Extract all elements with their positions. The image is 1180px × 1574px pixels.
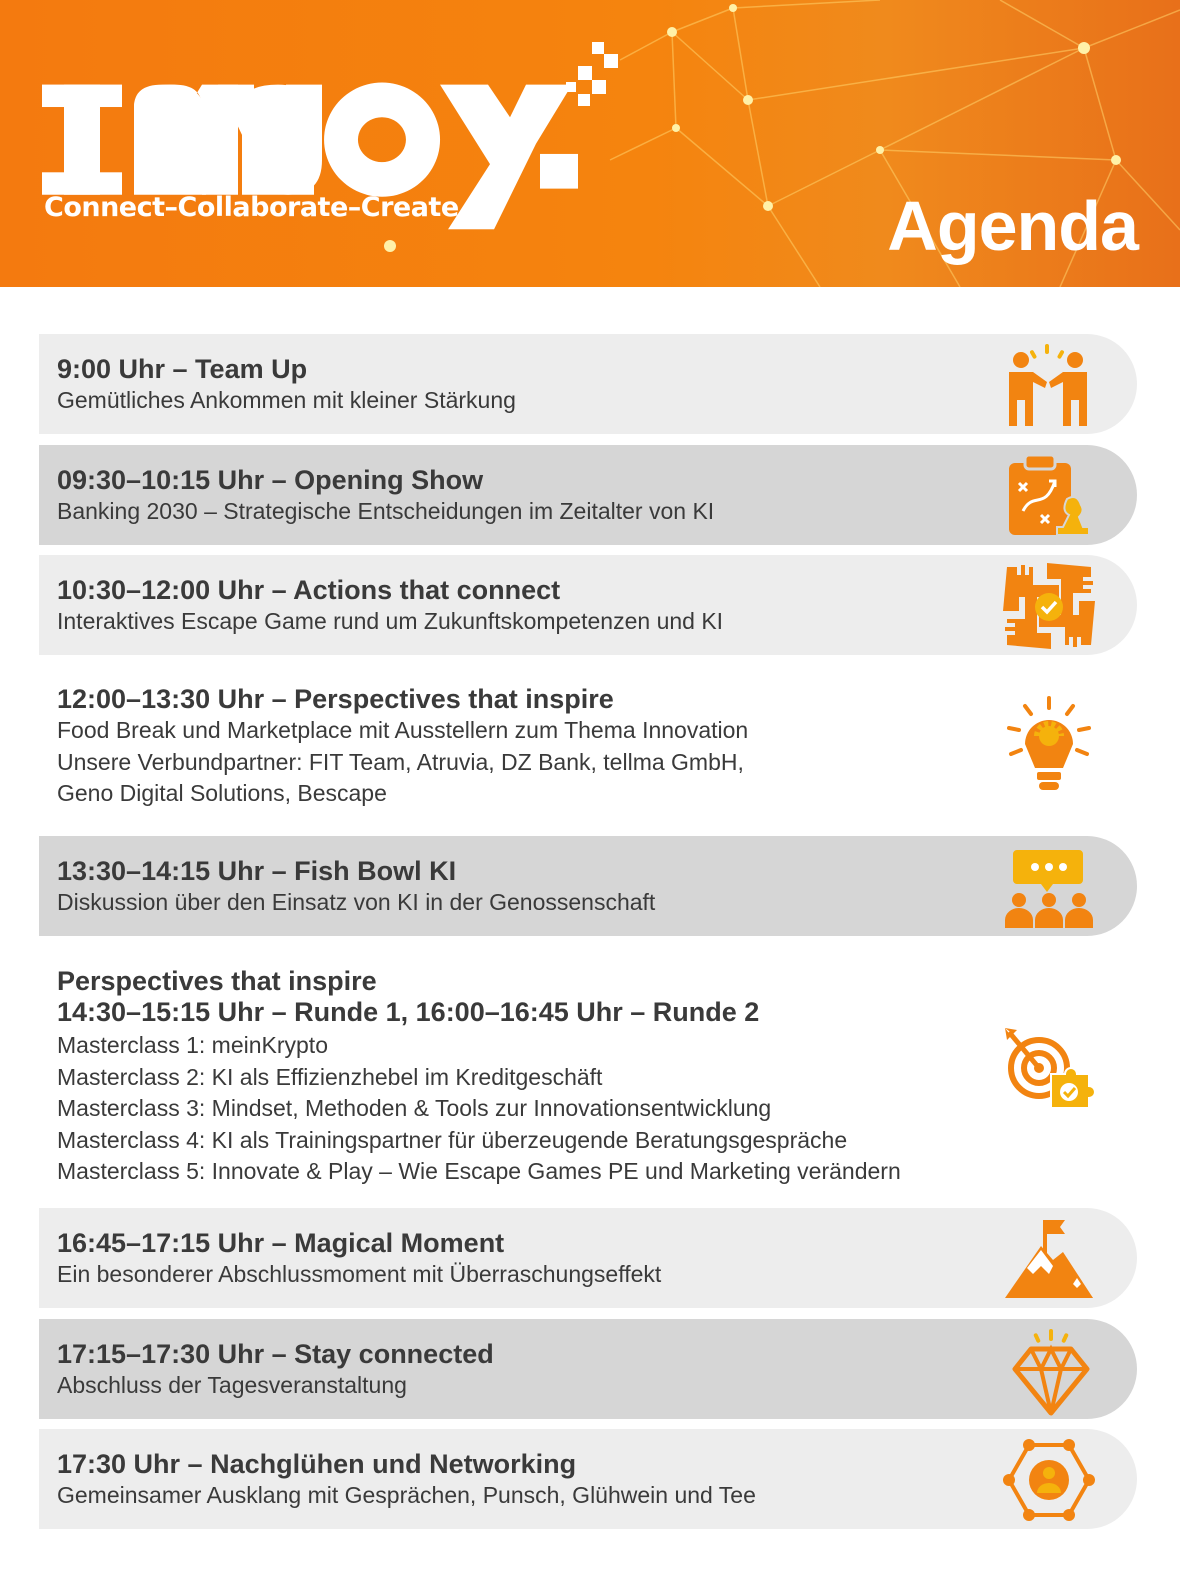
agenda-item-title: 16:45–17:15 Uhr – Magical Moment <box>57 1228 505 1258</box>
agenda-item-description: Gemeinsamer Ausklang mit Gesprächen, Punsch, Glühwein und Tee <box>57 1482 756 1508</box>
strategy-clipboard-icon <box>1005 451 1095 541</box>
agenda-item <box>39 334 1137 434</box>
agenda-item-description: Food Break und Marketplace mit Ausstellern zum Thema Innovation <box>57 717 749 743</box>
discussion-group-icon <box>1003 846 1095 930</box>
idea-bulb-icon <box>1003 694 1095 798</box>
agenda-item-description: Masterclass 1: meinKrypto <box>57 1032 328 1058</box>
agenda-item-description: Banking 2030 – Strategische Entscheidungen im Zeitalter von KI <box>57 498 715 524</box>
page-title: Agenda <box>887 187 1138 265</box>
agenda-item-title: 09:30–10:15 Uhr – Opening Show <box>57 465 484 495</box>
agenda-item <box>39 1429 1137 1529</box>
target-puzzle-icon <box>1003 1026 1095 1110</box>
agenda-item-description: Masterclass 5: Innovate & Play – Wie Escape Games PE und Marketing verändern <box>57 1158 901 1184</box>
agenda-item <box>39 1319 1137 1419</box>
agenda-item-description: Unsere Verbundpartner: FIT Team, Atruvia, DZ Bank, tellma GmbH, <box>57 748 744 775</box>
agenda-item-description: Interaktives Escape Game rund um Zukunftskompetenzen und KI <box>57 608 724 634</box>
agenda-item-description: Diskussion über den Einsatz von KI in der Genossenschaft <box>57 889 656 915</box>
agenda-item <box>39 445 1137 545</box>
agenda-item-title: 17:30 Uhr – Nachglühen und Networking <box>57 1449 577 1479</box>
agenda-item-title: 14:30–15:15 Uhr – Runde 1, 16:00–16:45 Uhr – Runde 2 <box>57 997 760 1027</box>
hands-collaboration-icon <box>1003 561 1095 651</box>
agenda-item-description: Masterclass 4: KI als Trainingspartner für überzeugende Beratungsgespräche <box>57 1126 848 1153</box>
header-banner <box>0 0 1180 287</box>
agenda-item-title: 10:30–12:00 Uhr – Actions that connect <box>57 575 561 605</box>
pixel-mark-graphic <box>470 42 630 122</box>
network-icon <box>1003 1437 1095 1523</box>
agenda-item-description: Masterclass 2: KI als Effizienzhebel im Kreditgeschäft <box>57 1063 603 1090</box>
agenda-item-title: Perspectives that inspire <box>57 966 377 996</box>
agenda-item-title: 17:15–17:30 Uhr – Stay connected <box>57 1339 494 1369</box>
agenda-item-title: 13:30–14:15 Uhr – Fish Bowl KI <box>57 856 457 886</box>
agenda-item-description: Abschluss der Tagesveranstaltung <box>57 1372 407 1398</box>
agenda-item-description: Gemütliches Ankommen mit kleiner Stärkung <box>57 387 516 413</box>
agenda-item-title: 9:00 Uhr – Team Up <box>57 354 308 384</box>
agenda-item <box>39 1208 1137 1308</box>
agenda-item <box>39 836 1137 936</box>
agenda-item <box>39 952 1137 1192</box>
agenda-item-title: 12:00–13:30 Uhr – Perspectives that inspire <box>57 684 614 714</box>
tagline: Connect–Collaborate–Create <box>44 192 459 223</box>
agenda-item-description: Masterclass 3: Mindset, Methoden & Tools zur Innovationsentwicklung <box>57 1095 772 1121</box>
diamond-icon <box>1011 1327 1091 1417</box>
agenda-item-description: Ein besonderer Abschlussmoment mit Überraschungseffekt <box>57 1261 662 1287</box>
mountain-flag-icon <box>1003 1216 1095 1300</box>
agenda-item-description: Geno Digital Solutions, Bescape <box>57 780 387 806</box>
agenda-item <box>39 666 1137 816</box>
teamwork-icon <box>1001 342 1097 428</box>
agenda-item <box>39 555 1137 655</box>
